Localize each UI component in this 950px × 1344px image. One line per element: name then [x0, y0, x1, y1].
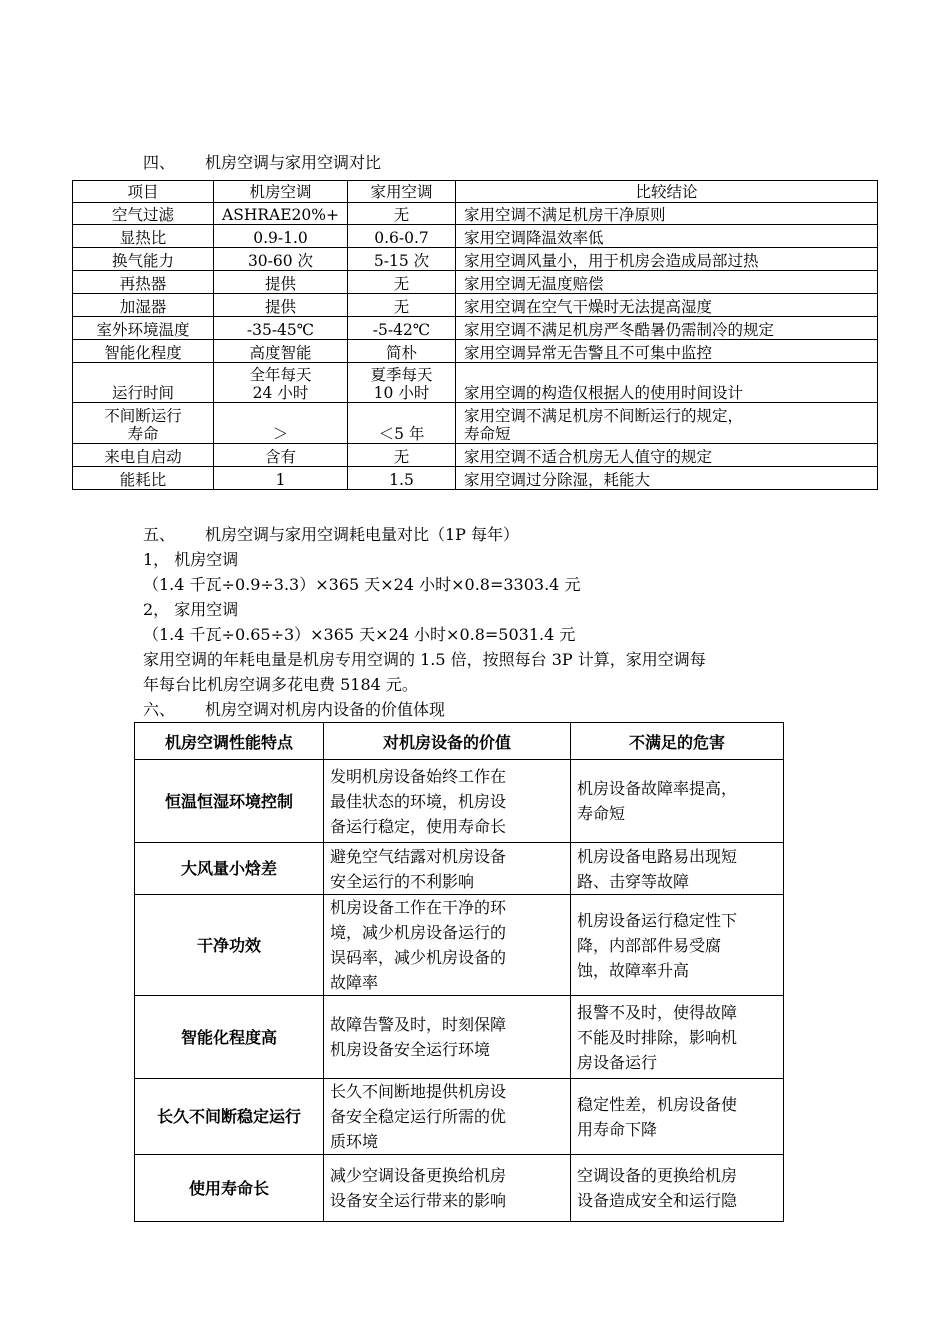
- header-cell: 家用空调: [348, 181, 456, 203]
- conclusion-cell: 家用空调过分除湿，耗能大: [456, 467, 878, 490]
- table-row: [73, 467, 878, 490]
- item-cell: 室外环境温度: [73, 317, 214, 340]
- feature-cell: 使用寿命长: [135, 1155, 324, 1222]
- table-row: [135, 996, 784, 1079]
- item-cell: 加湿器: [73, 294, 214, 317]
- server-ac-cell: 提供: [214, 294, 348, 317]
- home-ac-cell: 1.5: [348, 467, 456, 490]
- value-cell: 发明机房设备始终工作在 最佳状态的环境，机房设 备运行稳定，使用寿命长: [324, 760, 571, 843]
- table-row: [135, 1079, 784, 1155]
- home-ac-cell: 无: [348, 444, 456, 467]
- conclusion-cell: 家用空调降温效率低: [456, 225, 878, 248]
- table-row: [73, 340, 878, 363]
- server-ac-cell: 全年每天 24 小时: [214, 363, 348, 403]
- section5-number: 五、: [143, 525, 176, 544]
- section5-title: 机房空调与家用空调耗电量对比（1P 每年）: [205, 525, 520, 544]
- table-row: [73, 271, 878, 294]
- item1-formula: （1.4 千瓦÷0.9÷3.3）×365 天×24 小时×0.8=3303.4 元: [143, 575, 581, 594]
- item-cell: 换气能力: [73, 248, 214, 271]
- server-ac-cell: 0.9-1.0: [214, 225, 348, 248]
- server-ac-cell: ＞: [214, 403, 348, 444]
- comparison-table: [72, 180, 878, 490]
- table-row: [73, 225, 878, 248]
- harm-cell: 机房设备电路易出现短 路、击穿等故障: [571, 843, 784, 895]
- feature-cell: 长久不间断稳定运行: [135, 1079, 324, 1155]
- item-cell: 不间断运行 寿命: [73, 403, 214, 444]
- table-row: [135, 1155, 784, 1222]
- conclusion-line1: 家用空调的年耗电量是机房专用空调的 1.5 倍，按照每台 3P 计算，家用空调每: [143, 650, 706, 669]
- section6-title: 机房空调对机房内设备的价值体现: [205, 700, 446, 719]
- item1-label: 1， 机房空调: [143, 550, 239, 569]
- server-ac-cell: 1: [214, 467, 348, 490]
- server-ac-cell: 含有: [214, 444, 348, 467]
- table-row: [73, 248, 878, 271]
- conclusion-cell: 家用空调不满足机房严冬酷暑仍需制冷的规定: [456, 317, 878, 340]
- conclusion-cell: 家用空调不满足机房干净原则: [456, 203, 878, 225]
- home-ac-cell: 简朴: [348, 340, 456, 363]
- home-ac-cell: ＜5 年: [348, 403, 456, 444]
- header-cell: 不满足的危害: [571, 723, 784, 760]
- home-ac-cell: 无: [348, 294, 456, 317]
- value-cell: 长久不间断地提供机房设 备安全稳定运行所需的优 质环境: [324, 1079, 571, 1155]
- value-cell: 避免空气结露对机房设备 安全运行的不利影响: [324, 843, 571, 895]
- home-ac-cell: 5-15 次: [348, 248, 456, 271]
- table-row: [135, 895, 784, 996]
- conclusion-cell: 家用空调在空气干燥时无法提高湿度: [456, 294, 878, 317]
- table-row: [73, 444, 878, 467]
- section4-heading: [143, 153, 381, 173]
- home-ac-cell: 0.6-0.7: [348, 225, 456, 248]
- item2-formula: （1.4 千瓦÷0.65÷3）×365 天×24 小时×0.8=5031.4 元: [143, 625, 576, 644]
- home-ac-cell: 无: [348, 203, 456, 225]
- value-cell: 减少空调设备更换给机房 设备安全运行带来的影响: [324, 1155, 571, 1222]
- table-row: [73, 363, 878, 403]
- harm-cell: 机房设备运行稳定性下 降，内部部件易受腐 蚀，故障率升高: [571, 895, 784, 996]
- conclusion-cell: 家用空调的构造仅根据人的使用时间设计: [456, 363, 878, 403]
- server-ac-cell: ASHRAE20%+: [214, 203, 348, 225]
- feature-cell: 智能化程度高: [135, 996, 324, 1079]
- harm-cell: 机房设备故障率提高， 寿命短: [571, 760, 784, 843]
- conclusion-cell: 家用空调异常无告警且不可集中监控: [456, 340, 878, 363]
- header-cell: 机房空调性能特点: [135, 723, 324, 760]
- table-row: [73, 403, 878, 444]
- harm-cell: 稳定性差，机房设备使 用寿命下降: [571, 1079, 784, 1155]
- item-cell: 智能化程度: [73, 340, 214, 363]
- header-cell: 项目: [73, 181, 214, 203]
- table-row: [73, 317, 878, 340]
- server-ac-cell: -35-45℃: [214, 317, 348, 340]
- conclusion-cell: 家用空调无温度赔偿: [456, 271, 878, 294]
- section6-number: 六、: [143, 700, 176, 719]
- table-row: [135, 760, 784, 843]
- value-cell: 机房设备工作在干净的环 境，减少机房设备运行的 误码率，减少机房设备的 故障率: [324, 895, 571, 996]
- home-ac-cell: 夏季每天 10 小时: [348, 363, 456, 403]
- item-cell: 再热器: [73, 271, 214, 294]
- header-cell: 机房空调: [214, 181, 348, 203]
- section6-heading: [143, 700, 445, 720]
- harm-cell: 空调设备的更换给机房 设备造成安全和运行隐: [571, 1155, 784, 1222]
- value-table: [134, 722, 784, 1222]
- server-ac-cell: 30-60 次: [214, 248, 348, 271]
- server-ac-cell: 提供: [214, 271, 348, 294]
- table-row: [135, 843, 784, 895]
- item-cell: 运行时间: [73, 363, 214, 403]
- feature-cell: 恒温恒湿环境控制: [135, 760, 324, 843]
- item-cell: 来电自启动: [73, 444, 214, 467]
- feature-cell: 大风量小焓差: [135, 843, 324, 895]
- feature-cell: 干净功效: [135, 895, 324, 996]
- conclusion-cell: 家用空调风量小，用于机房会造成局部过热: [456, 248, 878, 271]
- header-cell: 比较结论: [456, 181, 878, 203]
- table-row: [73, 294, 878, 317]
- comparison-table-header: [73, 181, 878, 203]
- section4-title: 机房空调与家用空调对比: [205, 153, 382, 172]
- conclusion-cell: 家用空调不满足机房不间断运行的规定， 寿命短: [456, 403, 878, 444]
- server-ac-cell: 高度智能: [214, 340, 348, 363]
- section5-heading: [143, 525, 519, 545]
- item-cell: 能耗比: [73, 467, 214, 490]
- conclusion-cell: 家用空调不适合机房无人值守的规定: [456, 444, 878, 467]
- item-cell: 空气过滤: [73, 203, 214, 225]
- home-ac-cell: 无: [348, 271, 456, 294]
- home-ac-cell: -5-42℃: [348, 317, 456, 340]
- harm-cell: 报警不及时，使得故障 不能及时排除，影响机 房设备运行: [571, 996, 784, 1079]
- conclusion-line2: 年每台比机房空调多花电费 5184 元。: [143, 675, 418, 694]
- section4-number: 四、: [143, 153, 176, 172]
- item-cell: 显热比: [73, 225, 214, 248]
- item2-label: 2， 家用空调: [143, 600, 239, 619]
- table-row: [73, 203, 878, 225]
- value-table-header: [135, 723, 784, 760]
- value-cell: 故障告警及时，时刻保障 机房设备安全运行环境: [324, 996, 571, 1079]
- header-cell: 对机房设备的价值: [324, 723, 571, 760]
